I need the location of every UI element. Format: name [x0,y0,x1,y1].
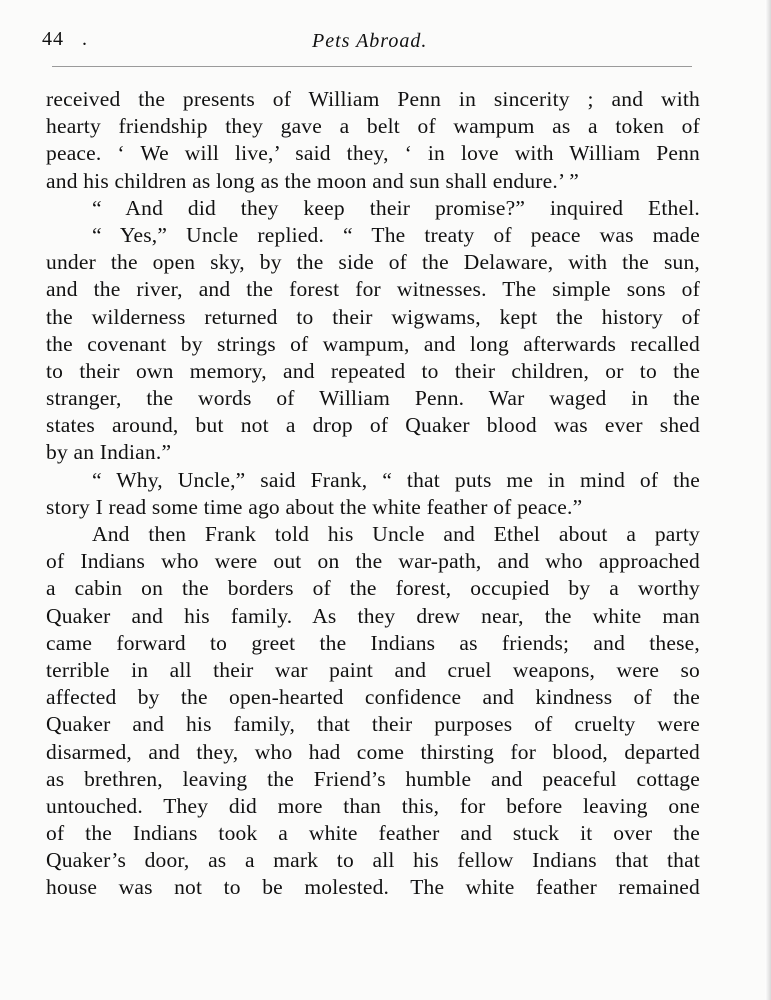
text-line: by an Indian.” [46,440,172,465]
running-title: Pets Abroad. [312,30,428,52]
text-line: and his children as long as the moon and sun shall endure.’ ” [46,168,580,193]
text-line: received the presents of William Penn in sincerity ; and with [46,87,700,111]
text-line: And then Frank told his Uncle and Ethel about a party [92,522,700,546]
text-line: as brethren, leaving the Friend’s humble and peaceful cottage [46,766,700,791]
text-line: Quaker and his family, that their purposes of cruelty were [46,712,700,737]
text-line: “ And did they keep their promise?” inquired Ethel. [92,195,700,220]
page-number-dot: . [82,28,87,50]
text-line: story I read some time ago about the white feather of peace.” [46,494,583,519]
page-number: 44 [42,28,64,50]
text-line: the covenant by strings of wampum, and long afterwards recalled [46,331,700,356]
text-line: Quaker and his family. As they drew near, the white man [46,603,700,628]
text-line: affected by the open-hearted confidence and kindness of the [46,685,700,710]
text-line: hearty friendship they gave a belt of wampum as a token of [46,114,700,139]
text-line: to their own memory, and repeated to their children, or to the [46,358,700,383]
text-line: states around, but not a drop of Quaker blood was ever shed [46,413,700,438]
text-line: untouched. They did more than this, for before leaving one [46,793,700,818]
text-line: a cabin on the borders of the forest, occupied by a worthy [46,576,700,601]
text-line: house was not to be molested. The white feather remained [46,875,700,900]
text-line: terrible in all their war paint and cruel weapons, were so [46,657,700,682]
text-line: stranger, the words of William Penn. War waged in the [46,386,700,411]
text-line: of Indians who were out on the war-path, and who approached [46,549,700,574]
text-line: disarmed, and they, who had come thirsting for blood, departed [46,739,700,764]
text-line: under the open sky, by the side of the Delaware, with the sun, [46,250,700,275]
text-line: “ Yes,” Uncle replied. “ The treaty of peace was made [92,222,700,247]
body-text [46,86,700,902]
running-head [42,24,702,54]
text-line: the wilderness returned to their wigwams, kept the history of [46,304,700,329]
page-edge-shadow [765,0,771,1000]
text-line: Quaker’s door, as a mark to all his fellow Indians that that [46,848,700,873]
text-line: came forward to greet the Indians as friends; and these, [46,630,700,655]
header-rule [52,66,692,67]
text-line: of the Indians took a white feather and stuck it over the [46,821,700,846]
text-line: peace. ‘ We will live,’ said they, ‘ in love with William Penn [46,141,700,166]
text-line: and the river, and the forest for witnesses. The simple sons of [46,277,700,302]
text-line: “ Why, Uncle,” said Frank, “ that puts me in mind of the [92,467,700,492]
